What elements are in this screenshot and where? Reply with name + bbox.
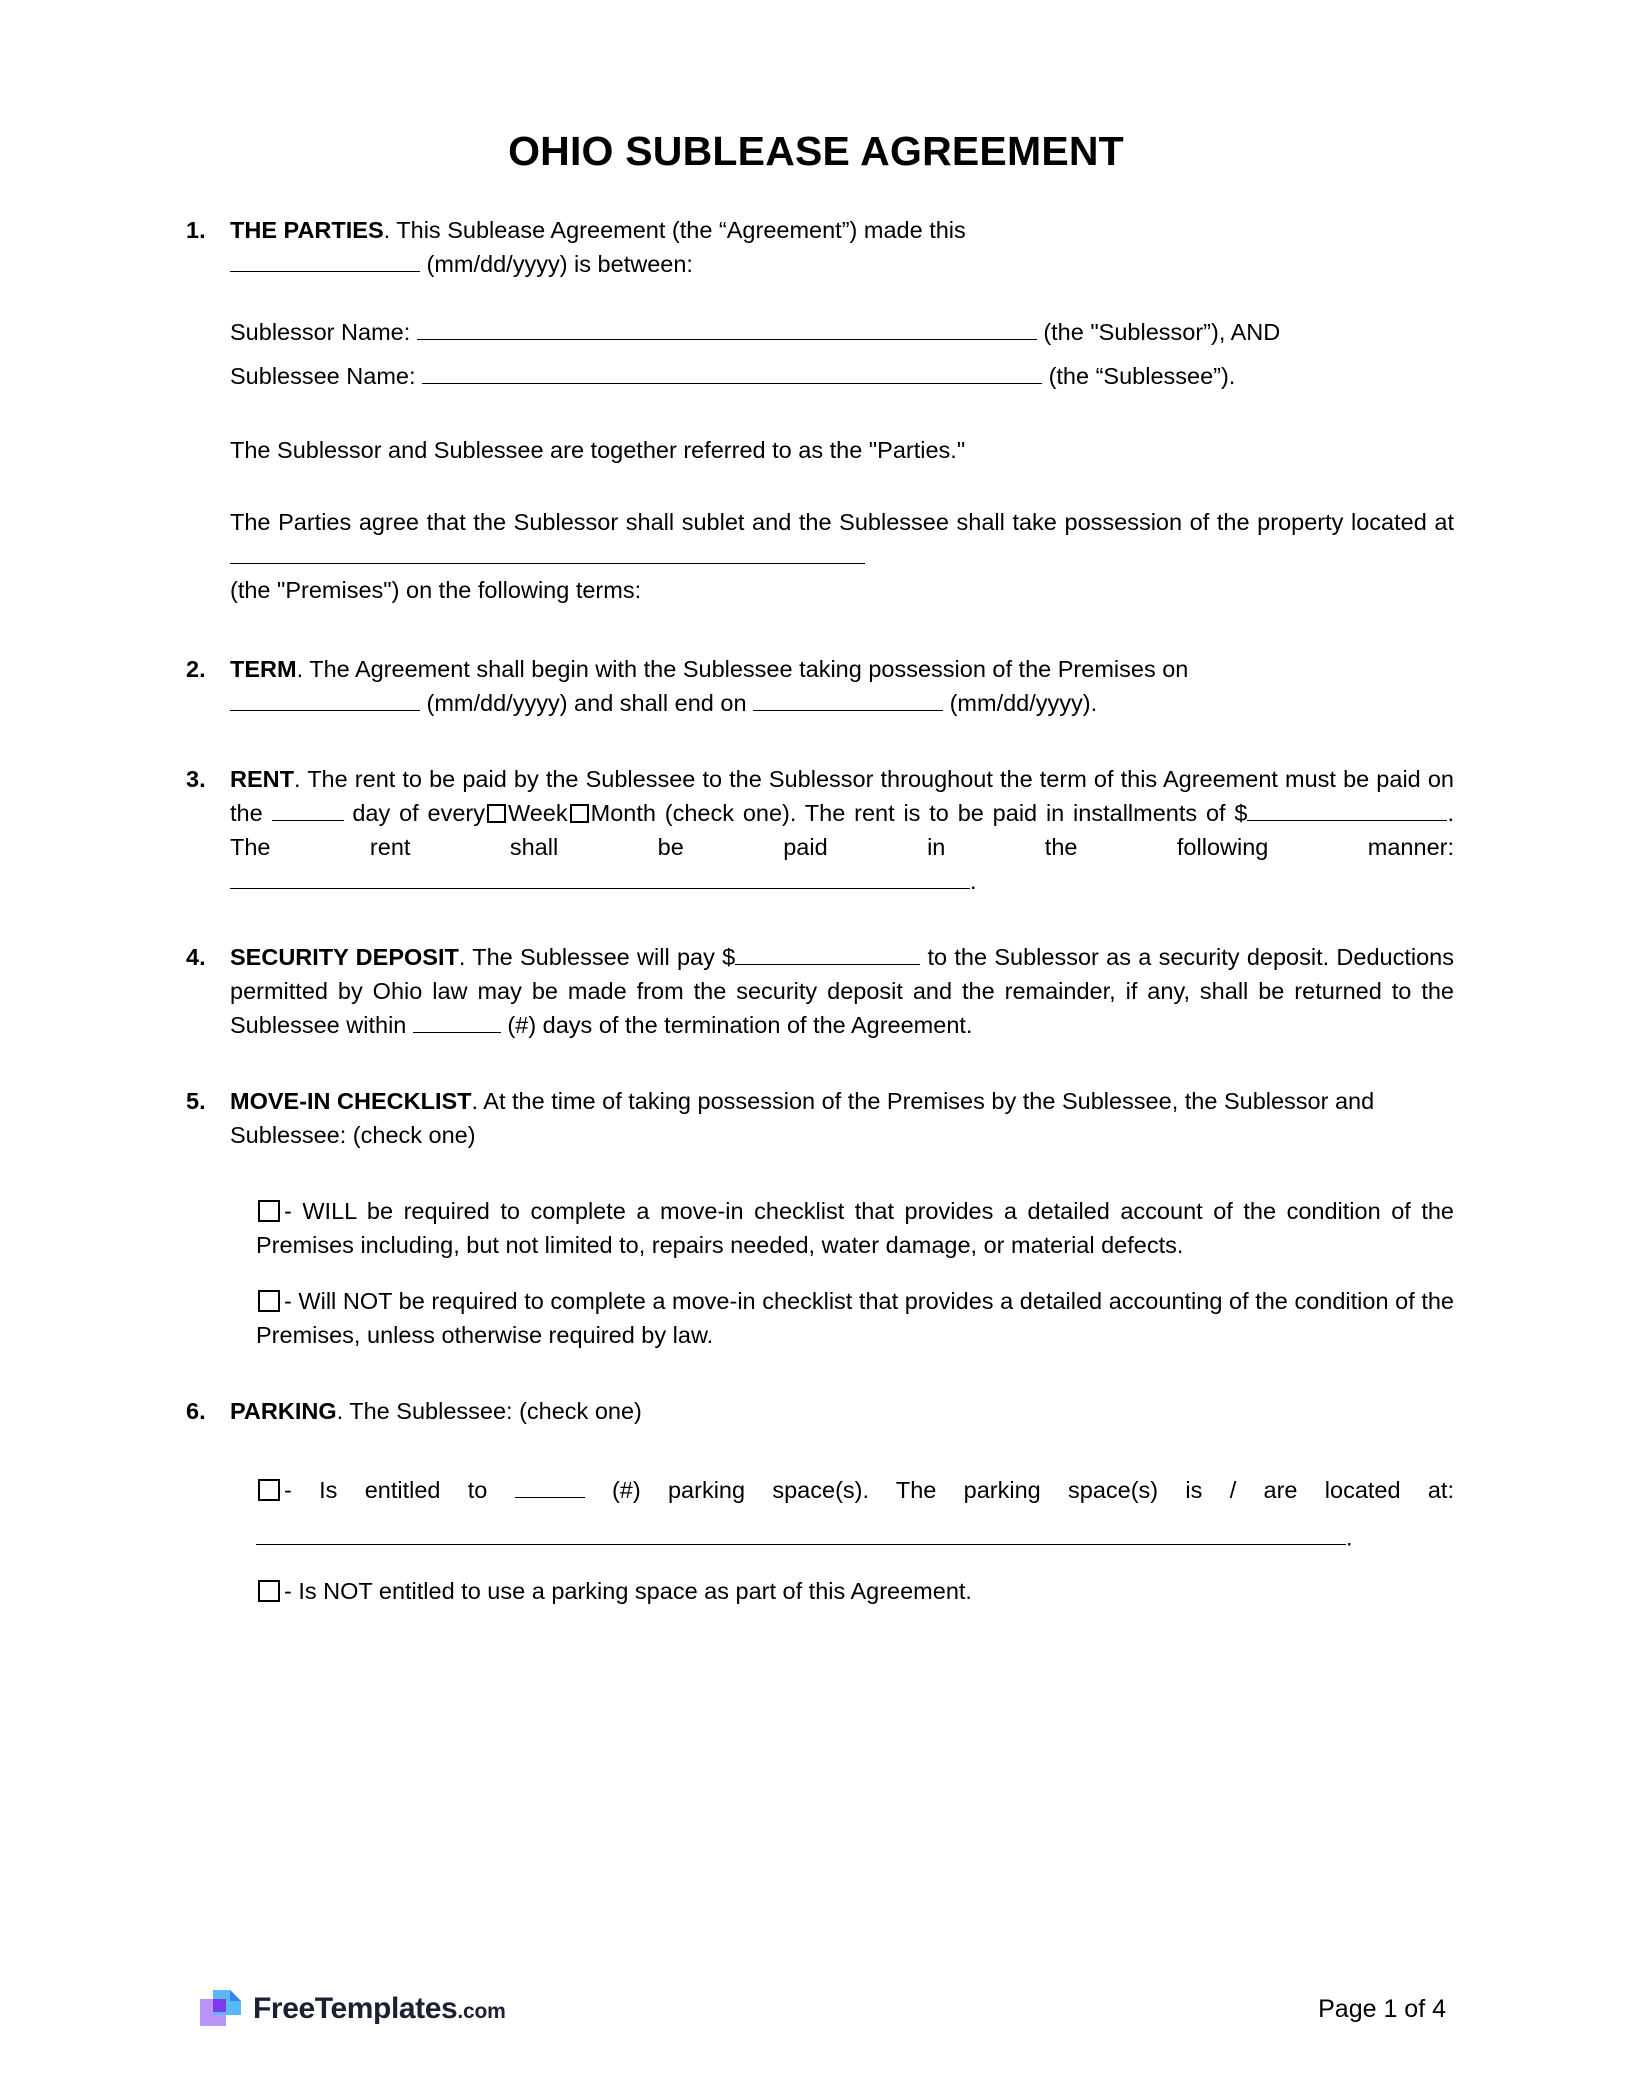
rent-manner-field[interactable] bbox=[230, 864, 970, 889]
clause-2-text-b: (mm/dd/yyyy) and shall end on bbox=[426, 689, 747, 716]
clause-3-text-d: . bbox=[970, 867, 977, 894]
parking-entitled-label-c: . bbox=[1346, 1524, 1353, 1551]
move-in-checklist-option-will bbox=[256, 1194, 1454, 1262]
rent-day-field[interactable] bbox=[272, 796, 344, 821]
sublessor-name-suffix: (the "Sublessor”), AND bbox=[1043, 319, 1281, 346]
freetemplates-wordmark bbox=[253, 1992, 506, 2026]
premises-paragraph bbox=[230, 505, 1454, 607]
clause-1-the-parties bbox=[178, 213, 1454, 281]
clause-1-text-a: . This Sublease Agreement (the “Agreement”) made this bbox=[383, 217, 966, 243]
premises-address-field[interactable] bbox=[230, 540, 865, 565]
sublessor-name-field[interactable] bbox=[417, 316, 1037, 341]
clause-3-rent bbox=[178, 762, 1454, 898]
parking-not-entitled-checkbox[interactable] bbox=[258, 1580, 280, 1602]
clause-4-text-a: . The Sublessee will pay $ bbox=[458, 943, 736, 970]
security-deposit-return-days-field[interactable] bbox=[413, 1009, 501, 1034]
page-footer bbox=[0, 1988, 1632, 2030]
parking-option-not-entitled bbox=[256, 1574, 1454, 1608]
parking-entitled-label-a: - Is entitled to bbox=[284, 1476, 488, 1503]
parking-option-entitled bbox=[256, 1473, 1454, 1555]
clause-4-heading: SECURITY DEPOSIT bbox=[230, 943, 459, 970]
security-deposit-amount-field[interactable] bbox=[735, 940, 920, 965]
clause-5-number: 5. bbox=[186, 1088, 206, 1115]
sublessee-name-field[interactable] bbox=[422, 360, 1042, 385]
clause-4-text-c: (#) days of the termination of the Agreement. bbox=[507, 1012, 973, 1038]
clause-4-text-b: to the Sublessor as a security deposit. Deductions permitted by Ohio law may be made from the security deposit and the remainder, if any, shall be returned to the Sublessee within bbox=[230, 943, 1454, 1038]
term-start-date-field[interactable] bbox=[230, 686, 420, 711]
sublessee-name-row bbox=[230, 359, 1454, 393]
move-in-will-not-label: - Will NOT be required to complete a move-in checklist that provides a detailed accounting of the condition of the Premises, unless otherwise required by law. bbox=[256, 1288, 1454, 1349]
clause-4-security-deposit bbox=[178, 940, 1454, 1042]
clause-3-text-c: . The rent shall be paid in the following manner: bbox=[230, 799, 1455, 860]
premises-text-a: The Parties agree that the Sublessor shall sublet and the Sublessee shall take possession of the property located at bbox=[230, 509, 1454, 536]
move-in-will-checkbox[interactable] bbox=[258, 1200, 280, 1222]
clause-2-text-a: . The Agreement shall begin with the Sublessee taking possession of the Premises on bbox=[296, 655, 1189, 682]
term-end-date-field[interactable] bbox=[753, 686, 943, 711]
clause-1-number: 1. bbox=[186, 217, 206, 243]
parking-spaces-count-field[interactable] bbox=[515, 1473, 585, 1498]
clause-5-text-a: . At the time of taking possession of the Premises by the Sublessee, the Sublessor and Sublessee: (check one) bbox=[230, 1088, 1375, 1149]
page-number: Page 1 of 4 bbox=[1318, 1994, 1446, 2023]
rent-frequency-week-checkbox[interactable] bbox=[487, 804, 506, 823]
clause-6-text-a: . The Sublessee: (check one) bbox=[336, 1398, 642, 1425]
document-body bbox=[0, 213, 1632, 1608]
rent-frequency-month-checkbox[interactable] bbox=[570, 804, 589, 823]
clause-2-term bbox=[178, 652, 1454, 720]
premises-text-b: (the "Premises") on the following terms: bbox=[230, 577, 642, 604]
agreement-date-field[interactable] bbox=[230, 248, 420, 273]
logo-dotcom: .com bbox=[457, 2000, 506, 2023]
clause-3-heading: RENT bbox=[230, 765, 294, 792]
clause-2-text-c: (mm/dd/yyyy). bbox=[949, 689, 1098, 716]
clause-3-text-b: day of every bbox=[352, 799, 485, 826]
parking-entitled-checkbox[interactable] bbox=[258, 1479, 280, 1501]
parking-location-field[interactable] bbox=[256, 1521, 1346, 1546]
clause-3-number: 3. bbox=[186, 765, 206, 792]
clause-2-number: 2. bbox=[186, 655, 206, 682]
clause-4-number: 4. bbox=[186, 943, 206, 970]
parking-entitled-label-b: (#) parking space(s). The parking space(s) is / are located at: bbox=[611, 1476, 1454, 1503]
logo-name: FreeTemplates bbox=[253, 1992, 458, 2025]
move-in-will-not-checkbox[interactable] bbox=[258, 1290, 280, 1312]
sublessor-name-row bbox=[230, 315, 1454, 349]
sublessee-name-label: Sublessee Name: bbox=[230, 363, 416, 390]
rent-week-label: Week bbox=[507, 799, 568, 826]
parking-not-entitled-label: - Is NOT entitled to use a parking space as part of this Agreement. bbox=[284, 1578, 972, 1605]
clause-6-number: 6. bbox=[186, 1398, 206, 1425]
clause-2-heading: TERM bbox=[230, 655, 297, 682]
clause-3-text-a: . The rent to be paid by the Sublessee to the Sublessor throughout the term of this Agreement must be paid on the bbox=[230, 765, 1454, 826]
clause-1-heading: THE PARTIES bbox=[230, 217, 384, 243]
move-in-will-label: - WILL be required to complete a move-in checklist that provides a detailed account of the condition of the Premises including, but not limited to, repairs needed, water damage, or material defects. bbox=[256, 1198, 1454, 1259]
rent-installment-amount-field[interactable] bbox=[1247, 796, 1447, 821]
clause-6-parking bbox=[178, 1394, 1454, 1428]
sublessee-name-suffix: (the “Sublessee”). bbox=[1048, 363, 1236, 390]
clause-5-heading: MOVE-IN CHECKLIST bbox=[230, 1088, 472, 1115]
parties-definition-sentence: The Sublessor and Sublessee are together referred to as the "Parties." bbox=[230, 437, 966, 464]
clause-6-heading: PARKING bbox=[230, 1398, 337, 1425]
clause-1-text-b: (mm/dd/yyyy) is between: bbox=[426, 251, 693, 278]
page-title: OHIO SUBLEASE AGREEMENT bbox=[508, 128, 1124, 174]
move-in-checklist-option-will-not bbox=[256, 1284, 1454, 1352]
rent-month-label: Month (check one). The rent is to be paid in installments of $ bbox=[590, 799, 1248, 826]
freetemplates-logo-icon bbox=[200, 1988, 242, 2030]
clause-5-move-in-checklist bbox=[178, 1084, 1454, 1152]
freetemplates-logo[interactable] bbox=[200, 1988, 506, 2030]
sublessor-name-label: Sublessor Name: bbox=[230, 319, 411, 346]
